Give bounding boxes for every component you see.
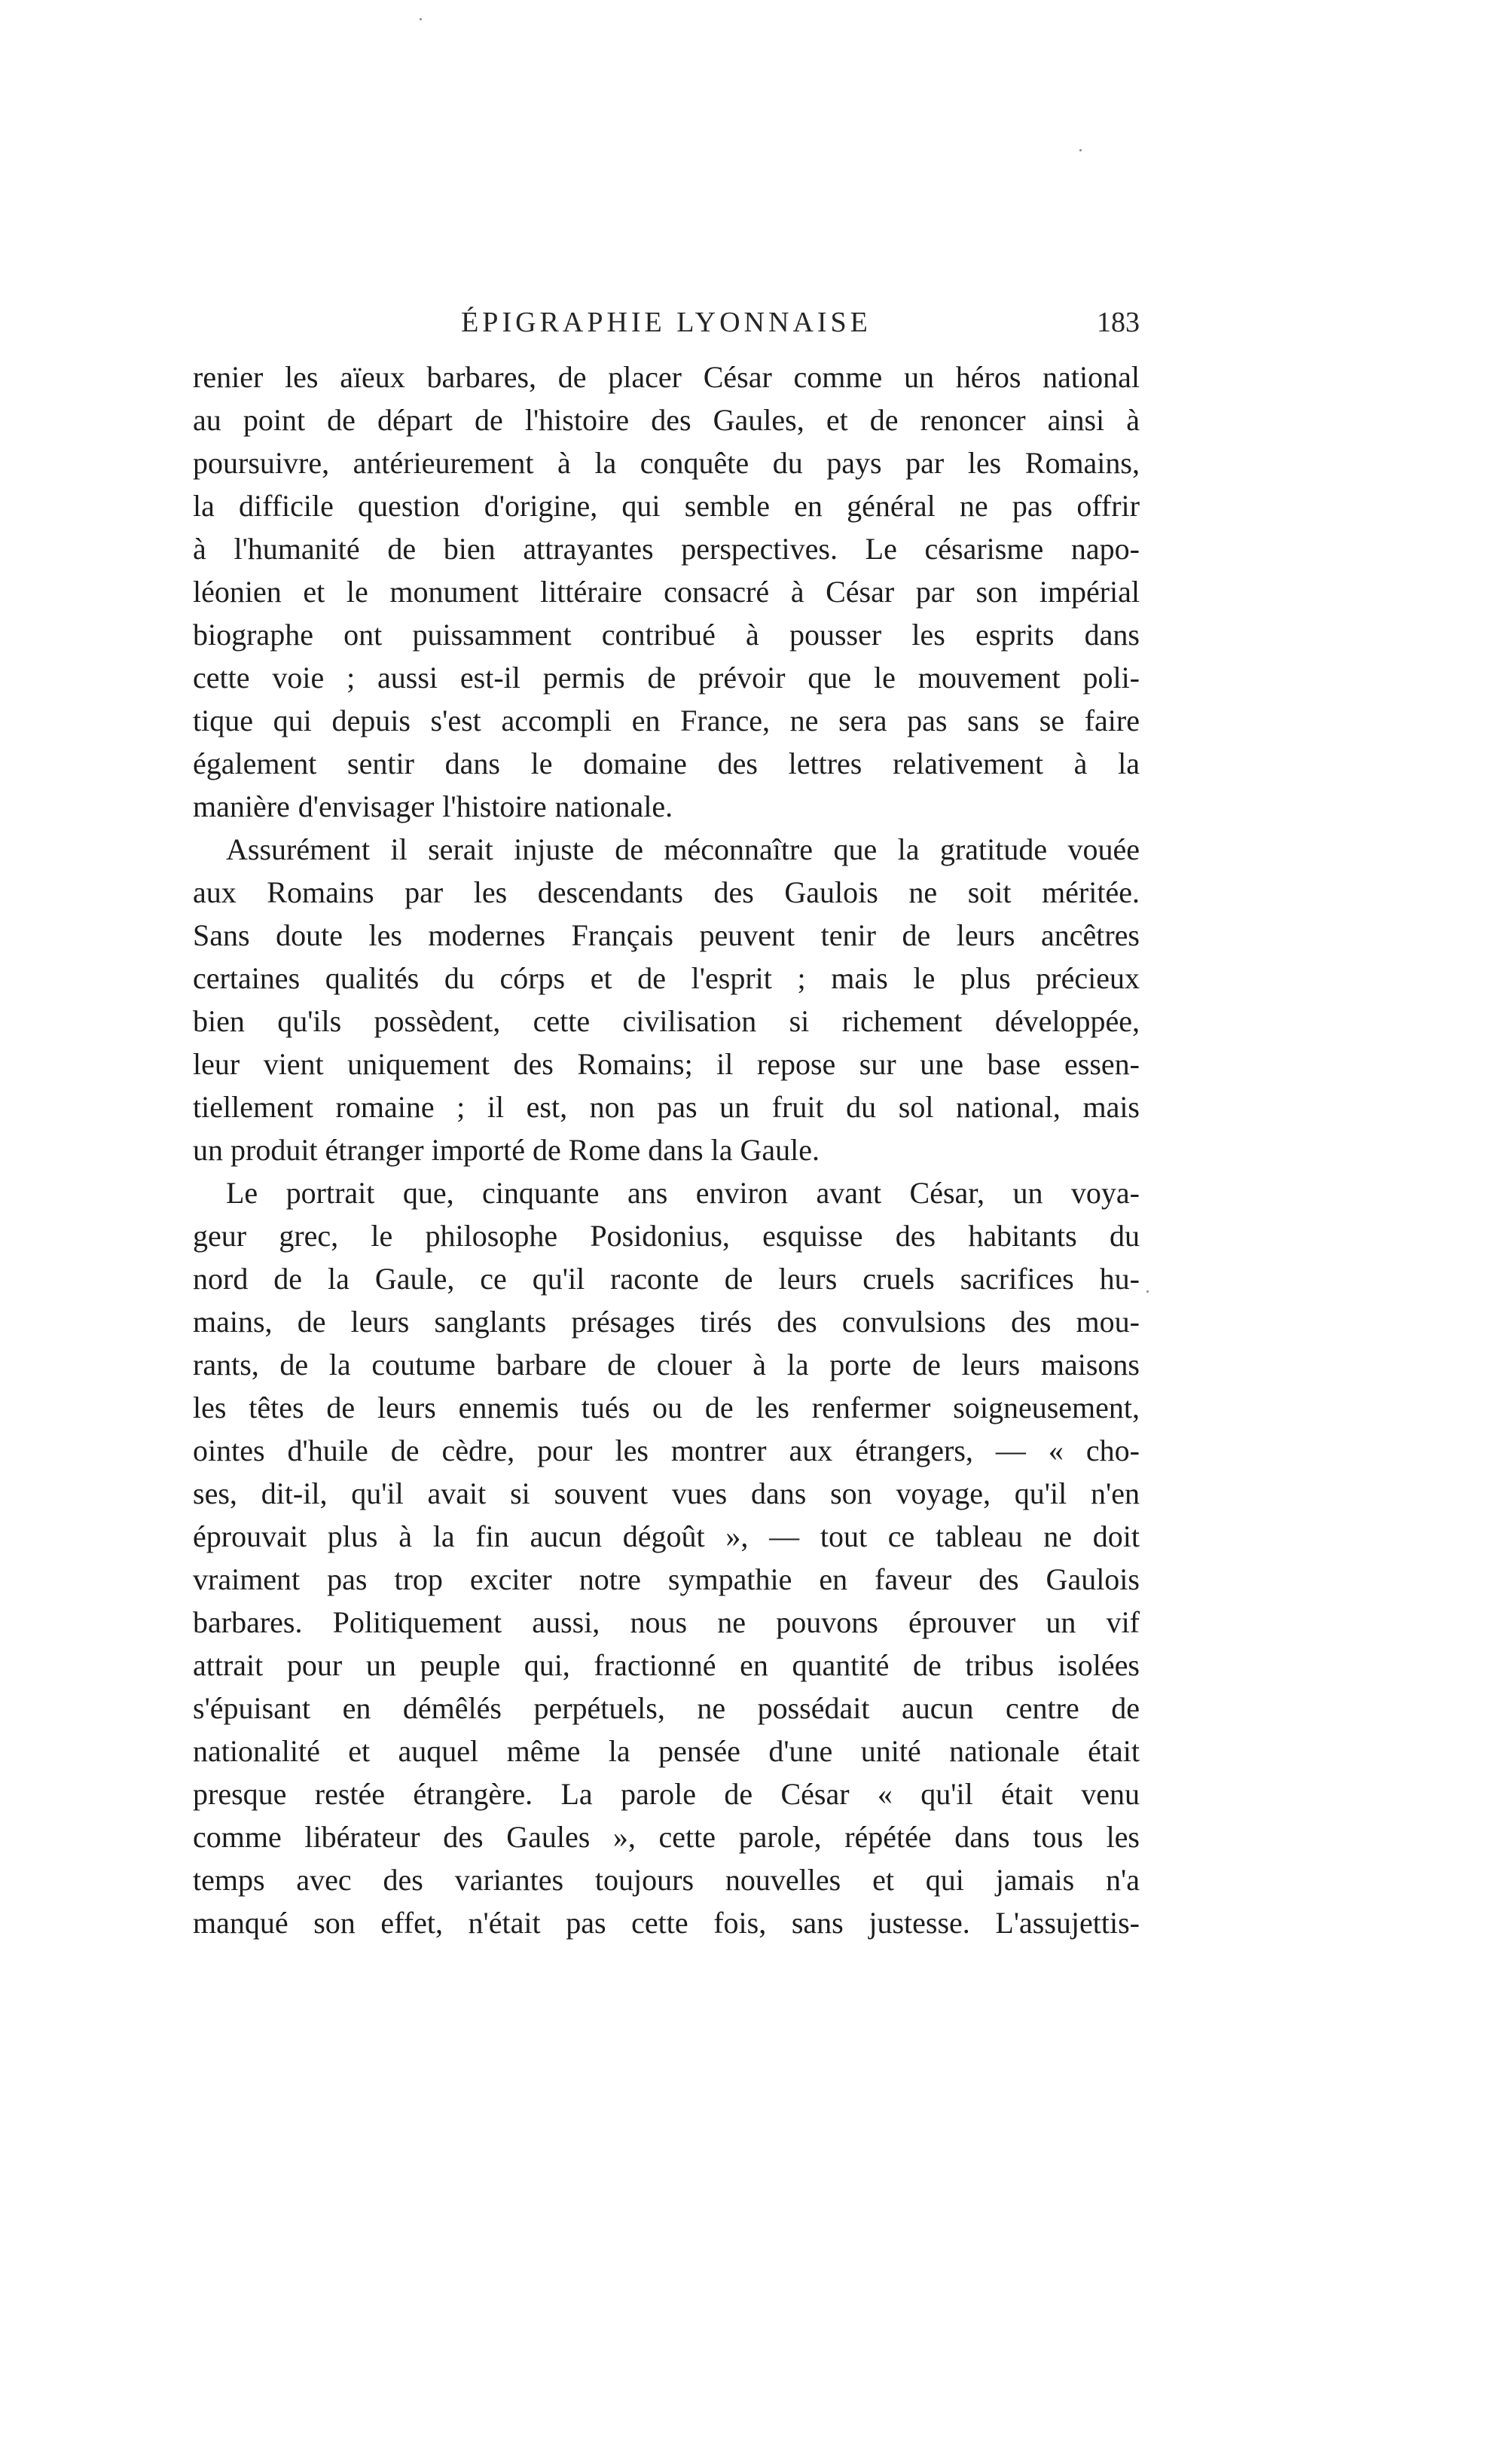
text-line: nationalité et auquel même la pensée d'une unité nationale était	[193, 1734, 1140, 1768]
paragraph-2	[193, 828, 1140, 1171]
text-line: manière d'envisager l'histoire nationale.	[193, 789, 673, 823]
text-line: manqué son effet, n'était pas cette fois, sans justesse. L'assujettis-	[193, 1906, 1140, 1940]
page-header	[193, 304, 1140, 341]
paragraph-3	[193, 1171, 1140, 1944]
text-line: les têtes de leurs ennemis tués ou de les renfermer soigneusement,	[193, 1391, 1140, 1424]
text-line: éprouvait plus à la fin aucun dégoût », — tout ce tableau ne doit	[193, 1519, 1140, 1553]
text-line: Assurément il serait injuste de méconnaître que la gratitude vouée	[226, 832, 1140, 866]
text-line: vraiment pas trop exciter notre sympathie en faveur des Gaulois	[193, 1562, 1140, 1596]
text-line: biographe ont puissamment contribué à pousser les esprits dans	[193, 618, 1140, 652]
text-line: un produit étranger importé de Rome dans la Gaule.	[193, 1133, 820, 1167]
text-line: Le portrait que, cinquante ans environ avant César, un voya-	[226, 1176, 1140, 1210]
text-line: aux Romains par les descendants des Gaulois ne soit méritée.	[193, 875, 1140, 909]
text-line: également sentir dans le domaine des lettres relativement à la	[193, 747, 1140, 780]
text-line: nord de la Gaule, ce qu'il raconte de leurs cruels sacrifices hu-	[193, 1262, 1140, 1296]
page-number: 183	[1097, 307, 1140, 338]
text-line: tique qui depuis s'est accompli en France, ne sera pas sans se faire	[193, 704, 1140, 737]
text-line: geur grec, le philosophe Posidonius, esquisse des habitants du	[193, 1219, 1140, 1253]
paper-speck	[1146, 1290, 1149, 1293]
text-line: la difficile question d'origine, qui semble en général ne pas offrir	[193, 489, 1140, 523]
text-line: au point de départ de l'histoire des Gaules, et de renoncer ainsi à	[193, 403, 1140, 437]
text-line: ses, dit-il, qu'il avait si souvent vues dans son voyage, qu'il n'en	[193, 1476, 1140, 1510]
text-line: poursuivre, antérieurement à la conquête du pays par les Romains,	[193, 446, 1140, 480]
paper-speck	[420, 18, 422, 20]
text-line: s'épuisant en démêlés perpétuels, ne possédait aucun centre de	[193, 1691, 1140, 1725]
text-line: Sans doute les modernes Français peuvent tenir de leurs ancêtres	[193, 918, 1140, 952]
text-line: leur vient uniquement des Romains; il repose sur une base essen-	[193, 1047, 1140, 1081]
text-line: tiellement romaine ; il est, non pas un fruit du sol national, mais	[193, 1090, 1140, 1124]
text-line: cette voie ; aussi est-il permis de prévoir que le mouvement poli-	[193, 661, 1140, 695]
text-line: temps avec des variantes toujours nouvelles et qui jamais n'a	[193, 1863, 1140, 1897]
text-line: presque restée étrangère. La parole de César « qu'il était venu	[193, 1777, 1140, 1811]
text-line: attrait pour un peuple qui, fractionné en quantité de tribus isolées	[193, 1648, 1140, 1682]
text-line: léonien et le monument littéraire consacré à César par son impérial	[193, 575, 1140, 609]
running-title: ÉPIGRAPHIE LYONNAISE	[461, 307, 872, 338]
text-line: ointes d'huile de cèdre, pour les montrer aux étrangers, — « cho-	[193, 1434, 1140, 1467]
text-line: rants, de la coutume barbare de clouer à la porte de leurs maisons	[193, 1348, 1140, 1382]
paragraph-1	[193, 356, 1140, 828]
text-line: mains, de leurs sanglants présages tirés des convulsions des mou-	[193, 1305, 1140, 1339]
text-line: renier les aïeux barbares, de placer César comme un héros national	[193, 360, 1140, 394]
paper-speck	[1079, 149, 1082, 151]
text-line: comme libérateur des Gaules », cette parole, répétée dans tous les	[193, 1820, 1140, 1854]
text-line: certaines qualités du córps et de l'esprit ; mais le plus précieux	[193, 961, 1140, 995]
text-line: barbares. Politiquement aussi, nous ne pouvons éprouver un vif	[193, 1605, 1140, 1639]
text-line: bien qu'ils possèdent, cette civilisation si richement développée,	[193, 1004, 1140, 1038]
text-line: à l'humanité de bien attrayantes perspectives. Le césarisme napo-	[193, 532, 1140, 566]
body-text	[193, 356, 1140, 1944]
